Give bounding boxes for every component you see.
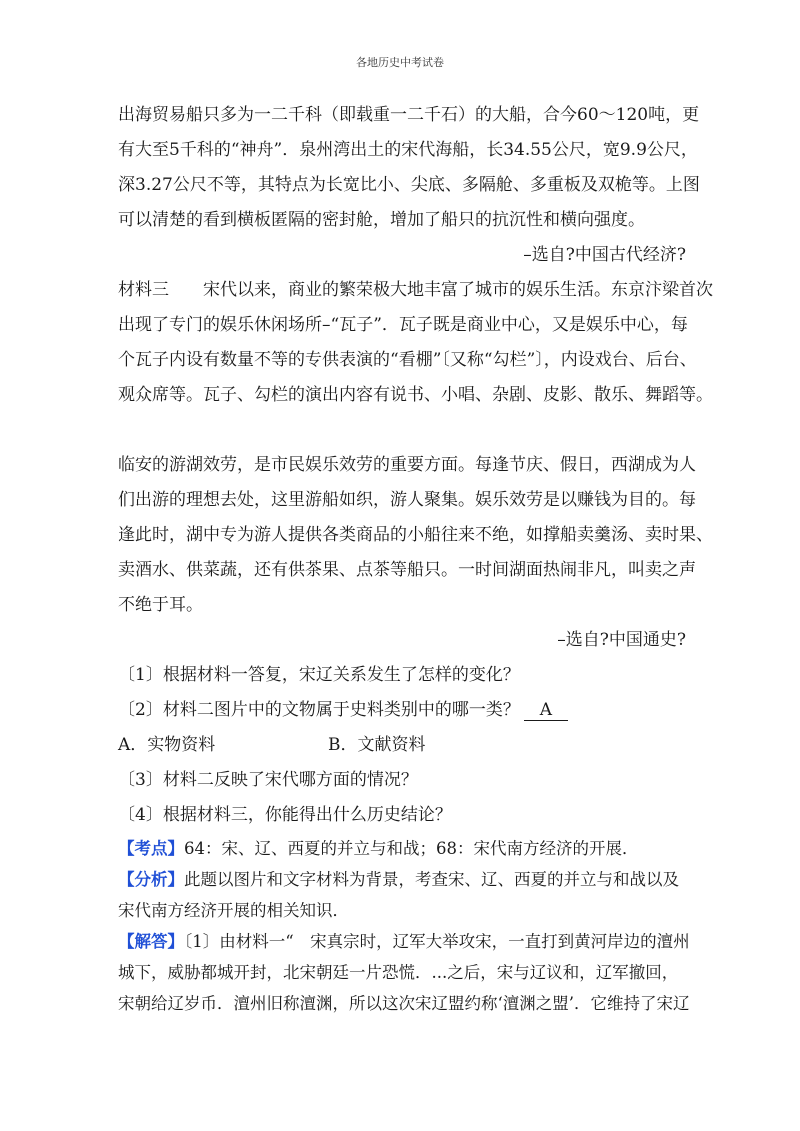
text-line: 们出游的理想去处，这里游船如织，游人聚集。娱乐效劳是以赚钱为目的。每 bbox=[118, 490, 696, 510]
jieda-line-3: 宋朝给辽岁币．澶州旧称澶渊，所以这次宋辽盟约称‘澶渊之盟’．它维持了宋辽 bbox=[118, 994, 690, 1013]
option-a: A．实物资料 bbox=[118, 735, 216, 755]
kaodian-text: 64：宋、辽、西夏的并立与和战；68：宋代南方经济的开展． bbox=[184, 839, 639, 858]
jieda-line-2: 城下，威胁都城开封，北宋朝廷一片恐慌．...之后，宋与辽议和，辽军撤回， bbox=[118, 963, 679, 982]
text-line: 观众席等。瓦子、勾栏的演出内容有说书、小唱、杂剧、皮影、散乐、舞蹈等。 bbox=[118, 385, 713, 405]
text-line: 逢此时，湖中专为游人提供各类商品的小船往来不绝，如撑船卖羹汤、卖时果、 bbox=[118, 525, 713, 545]
text-line: 深3.27公尺不等，其特点为长宽比小、尖底、多隔舱、多重板及双桅等。上图 bbox=[118, 175, 700, 195]
text-line: 不绝于耳。 bbox=[118, 595, 203, 615]
answer-options bbox=[118, 728, 690, 763]
fenxi-line-2: 宋代南方经济开展的相关知识． bbox=[118, 901, 349, 920]
page-header: 各地历史中考试卷 bbox=[356, 56, 444, 69]
text-line: 材料三 宋代以来，商业的繁荣极大地丰富了城市的娱乐生活。东京汴梁首次 bbox=[118, 280, 713, 300]
questions bbox=[118, 658, 690, 833]
text-line: 出海贸易船只多为一二千科（即载重一二千石）的大船，合今60～120吨，更 bbox=[118, 105, 700, 125]
jieda-text: 〔1〕由材料一“ 宋真宗时，辽军大举攻宋，一直打到黄河岸边的澶州 bbox=[184, 932, 690, 951]
text-line: 可以清楚的看到横板匿隔的密封舱，增加了船只的抗沉性和横向强度。 bbox=[118, 210, 645, 230]
option-b: B．文献资料 bbox=[328, 735, 426, 755]
question-2-text: 〔2〕材料二图片中的文物属于史料类别中的哪一类？ bbox=[118, 700, 520, 720]
text-line: 临安的游湖效劳，是市民娱乐效劳的重要方面。每逢节庆、假日，西湖成为人 bbox=[118, 455, 696, 475]
text-line: 个瓦子内设有数量不等的专供表演的“看棚”〔又称“勾栏”〕，内设戏台、后台、 bbox=[118, 350, 697, 370]
text-line: 卖酒水、供菜蔬，还有供茶果、点茶等船只。一时间湖面热闹非凡，叫卖之声 bbox=[118, 560, 696, 580]
jieda-line bbox=[118, 926, 690, 957]
source-citation: –选自?中国古代经济? bbox=[523, 245, 686, 265]
question-3: 〔3〕材料二反映了宋代哪方面的情况？ bbox=[118, 770, 418, 790]
kaodian-tag: 【考点】 bbox=[118, 839, 184, 858]
material3-paragraph bbox=[118, 273, 713, 413]
material2-paragraph bbox=[118, 98, 700, 238]
question-2 bbox=[118, 693, 690, 728]
text-line: 有大至5千科的“神舟”．泉州湾出土的宋代海船，长34.55公尺，宽9.9公尺， bbox=[118, 140, 698, 160]
fenxi-text: 此题以图片和文字材料为背景，考查宋、辽、西夏的并立与和战以及 bbox=[184, 870, 679, 889]
jieda-tag: 【解答】 bbox=[118, 932, 184, 951]
fenxi-line bbox=[118, 864, 690, 895]
analysis-section bbox=[118, 833, 690, 1019]
blank-line bbox=[118, 413, 690, 448]
source-citation: –选自?中国通史? bbox=[557, 630, 686, 650]
material3b-paragraph bbox=[118, 448, 713, 623]
answer-blank: A bbox=[524, 700, 568, 721]
fenxi-tag: 【分析】 bbox=[118, 870, 184, 889]
question-1: 〔1〕根据材料一答复，宋辽关系发生了怎样的变化？ bbox=[118, 665, 520, 685]
kaodian-line bbox=[118, 833, 690, 864]
text-line: 出现了专门的娱乐休闲场所–“瓦子”．瓦子既是商业中心，又是娱乐中心，每 bbox=[118, 315, 688, 335]
document-body bbox=[118, 98, 713, 1019]
question-4: 〔4〕根据材料三，你能得出什么历史结论？ bbox=[118, 805, 452, 825]
